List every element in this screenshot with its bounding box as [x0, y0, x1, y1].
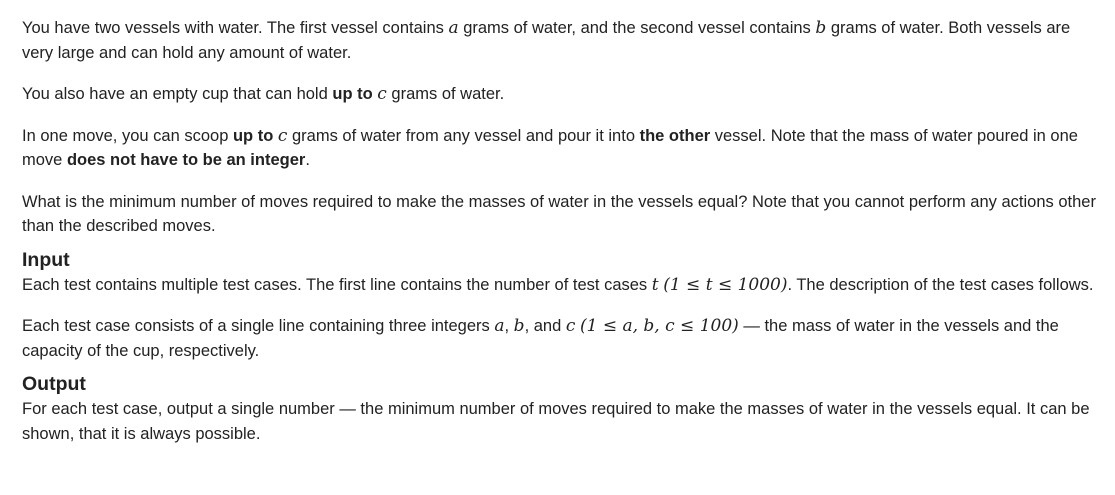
statement-paragraph-vessels	[22, 16, 1097, 65]
text: . The description of the test cases follows.	[787, 275, 1094, 294]
text: .	[305, 151, 310, 169]
bold-text: up to	[332, 85, 373, 103]
math-t: t	[651, 274, 659, 295]
text: grams of water from any vessel and pour it into	[287, 126, 640, 145]
text: You also have an empty cup that can hold	[22, 85, 333, 103]
bold-text: up to	[232, 126, 274, 145]
text: ,	[504, 317, 514, 335]
text: Each test contains multiple test cases. The first line contains the number of test cases	[22, 275, 652, 294]
output-section	[22, 372, 1097, 446]
statement-paragraph-cup	[22, 82, 1097, 107]
statement-paragraph-question: What is the minimum number of moves required to make the masses of water in the vessels equal? Note that you cannot perform any actions other than the described moves.	[22, 192, 1096, 235]
input-section	[22, 248, 1097, 364]
math-b: b	[815, 18, 827, 38]
statement-paragraph-move	[22, 124, 1097, 173]
text: Each test case consists of a single line containing three integers	[22, 317, 495, 335]
math-a: a	[448, 18, 459, 38]
text: , and	[524, 317, 566, 335]
output-heading: Output	[22, 373, 86, 395]
bold-text: does not have to be an integer	[66, 151, 306, 169]
math-c: c	[377, 84, 387, 104]
math-c: c	[277, 125, 288, 146]
text: You have two vessels with water. The first vessel contains	[22, 19, 449, 37]
bold-text: the other	[639, 126, 711, 145]
input-heading: Input	[22, 248, 70, 271]
math-a: a	[494, 316, 505, 336]
text: grams of water, and the second vessel contains	[458, 19, 816, 37]
text: grams of water. Both vessels are very large and can hold any amount of water.	[22, 19, 1071, 62]
output-paragraph: For each test case, output a single number — the minimum number of moves required to make the masses of water in the vessels equal. It can be shown, that it is always possible.	[22, 400, 1090, 443]
input-paragraph-case	[22, 314, 1097, 363]
text: In one move, you can scoop	[22, 126, 233, 145]
text: vessel. Note that the mass of water poured in one move	[22, 126, 1078, 169]
text: — the mass of water in the vessels and the capacity of the cup, respectively.	[22, 317, 1059, 360]
math-b: b	[513, 316, 525, 336]
math-c: c	[565, 316, 576, 336]
text: grams of water.	[386, 85, 505, 103]
math-abc-range: (1 ≤ a, b, c ≤ 100)	[579, 316, 739, 336]
input-paragraph-tests	[22, 273, 1097, 298]
math-t-range: (1 ≤ t ≤ 1000)	[663, 274, 788, 295]
